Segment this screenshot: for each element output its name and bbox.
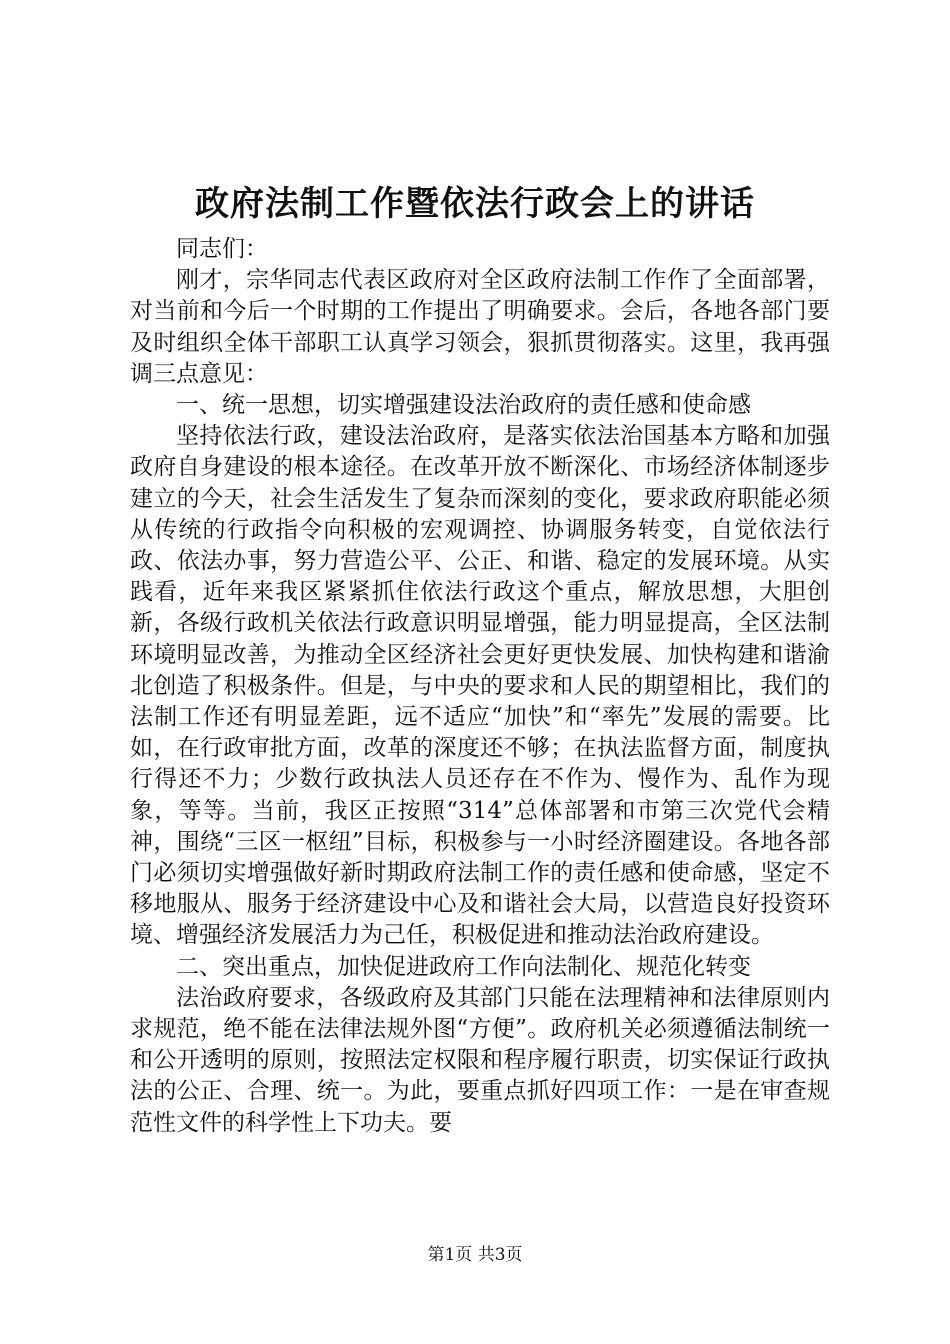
paragraph: 法治政府要求，各级政府及其部门只能在法理精神和法律原则内求规范，绝不能在法律法规外图“方便”。政府机关必须遵循法制统一和公开透明的原则，按照法定权限和程序履行职责，切实保证行政执法的公正、合理、统一。为此，要重点抓好四项工作：一是在审查规范性文件的科学性上下功夫。要 <box>130 984 830 1136</box>
paragraph: 刚才，宗华同志代表区政府对全区政府法制工作作了全面部署，对当前和今后一个时期的工作提出了明确要求。会后，各地各部门要及时组织全体干部职工认真学习领会，狠抓贯彻落实。这里，我再强调三点意见： <box>130 267 830 387</box>
section-heading: 一、统一思想，切实增强建设法治政府的责任感和使命感 <box>176 392 751 419</box>
document-body <box>130 234 830 1139</box>
page-footer: 第1页 共3页 <box>427 1245 523 1265</box>
document-title: 政府法制工作暨依法行政会上的讲话 <box>195 184 755 224</box>
paragraph: 坚持依法行政，建设法治政府，是落实依法治国基本方略和加强政府自身建设的根本途径。在改革开放不断深化、市场经济体制逐步建立的今天，社会生活发生了复杂而深刻的变化，要求政府职能必须从传统的行政指令向积极的宏观调控、协调服务转变，自觉依法行政、依法办事，努力营造公平、公正、和谐、稳定的发展环境。从实践看，近年来我区紧紧抓住依法行政这个重点，解放思想，大胆创新，各级行政机关依法行政意识明显增强，能力明显提高，全区法制环境明显改善，为推动全区经济社会更好更快发展、加快构建和谐渝北创造了积极条件。但是，与中央的要求和人民的期望相比，我们的法制工作还有明显差距，远不适应“加快”和“率先”发展的需要。比如，在行政审批方面，改革的深度还不够；在执法监督方面，制度执行得还不力；少数行政执法人员还存在不作为、慢作为、乱作为现象，等等。当前，我区正按照“314”总体部署和市第三次党代会精神，围绕“三区一枢纽”目标，积极参与一小时经济圈建设。各地各部门必须切实增强做好新时期政府法制工作的责任感和使命感，坚定不移地服从、服务于经济建设中心及和谐社会大局，以营造良好投资环境、增强经济发展活力为己任，积极促进和推动法治政府建设。 <box>130 423 830 949</box>
salutation: 同志们： <box>176 236 268 262</box>
section-heading: 二、突出重点，加快促进政府工作向法制化、规范化转变 <box>176 953 751 980</box>
